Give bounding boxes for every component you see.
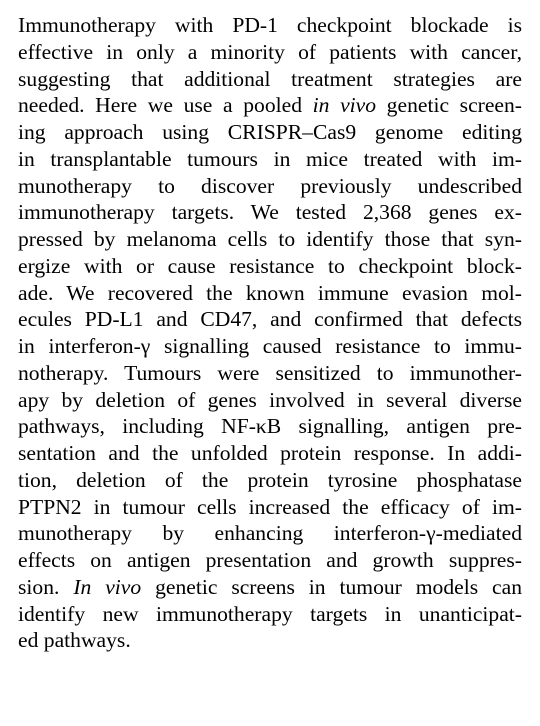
abstract-line: [18, 387, 522, 414]
abstract-line: [18, 547, 522, 574]
abstract-line: [18, 226, 522, 253]
text-segment: sentation and the unfolded protein response. In addi-: [18, 441, 522, 465]
text-segment: ing approach using CRISPR–Cas9 genome editing: [18, 120, 522, 144]
abstract-line: [18, 173, 522, 200]
abstract-line: [18, 146, 522, 173]
text-segment: tion, deletion of the protein tyrosine phosphatase: [18, 467, 522, 492]
italic-term: in vivo: [312, 93, 377, 118]
abstract-line: [18, 66, 522, 93]
abstract-line: [18, 199, 522, 226]
abstract-text: [18, 12, 522, 654]
text-segment: immunotherapy targets. We tested 2,368 genes ex-: [18, 200, 522, 225]
abstract-line: [18, 12, 522, 39]
text-segment: pressed by melanoma cells to identify those that syn-: [18, 227, 522, 251]
text-segment: ed pathways.: [18, 628, 131, 653]
text-segment: genetic screens in tumour models can: [141, 574, 522, 599]
text-segment: munotherapy to discover previously undescribed: [18, 173, 522, 198]
text-segment: in transplantable tumours in mice treated with im-: [18, 146, 522, 171]
abstract-line: [18, 39, 522, 66]
text-segment: sion.: [18, 574, 74, 599]
text-segment: effective in only a minority of patients with cancer,: [18, 39, 522, 64]
text-segment: pathways, including NF-κB signalling, antigen pre-: [18, 414, 522, 439]
abstract-line: [18, 360, 522, 387]
text-segment: apy by deletion of genes involved in several diverse: [18, 387, 522, 412]
text-segment: PTPN2 in tumour cells increased the efficacy of im-: [18, 494, 522, 519]
text-segment: identify new immunotherapy targets in unanticipat-: [18, 601, 522, 626]
abstract-line: [18, 413, 522, 440]
abstract-line: [18, 520, 522, 547]
text-segment: genetic screen-: [376, 93, 523, 118]
abstract-line: [18, 306, 522, 333]
abstract-line: [18, 494, 522, 521]
abstract-line: [18, 333, 522, 360]
abstract-line: [18, 467, 522, 494]
text-segment: ade. We recovered the known immune evasion mol-: [18, 280, 522, 305]
abstract-line: [18, 92, 522, 119]
abstract-line: [18, 627, 522, 654]
abstract-line: [18, 601, 522, 628]
text-segment: ecules PD-L1 and CD47, and confirmed that defects: [18, 307, 522, 332]
text-segment: effects on antigen presentation and growth suppres-: [18, 548, 522, 572]
abstract-line: [18, 119, 522, 146]
text-segment: munotherapy by enhancing interferon-γ-mediated: [18, 521, 522, 546]
text-segment: needed. Here we use a pooled: [18, 93, 313, 118]
text-segment: in interferon-γ signalling caused resistance to immu-: [18, 334, 522, 358]
text-segment: Immunotherapy with PD-1 checkpoint blockade is: [18, 13, 522, 37]
italic-term: In vivo: [73, 574, 142, 599]
text-segment: suggesting that additional treatment strategies are: [18, 66, 522, 91]
text-segment: notherapy. Tumours were sensitized to immunother-: [18, 360, 522, 385]
abstract-line: [18, 253, 522, 280]
abstract-line: [18, 280, 522, 307]
abstract-line: [18, 440, 522, 467]
abstract-line: [18, 574, 522, 601]
text-segment: ergize with or cause resistance to checkpoint block-: [18, 253, 522, 278]
